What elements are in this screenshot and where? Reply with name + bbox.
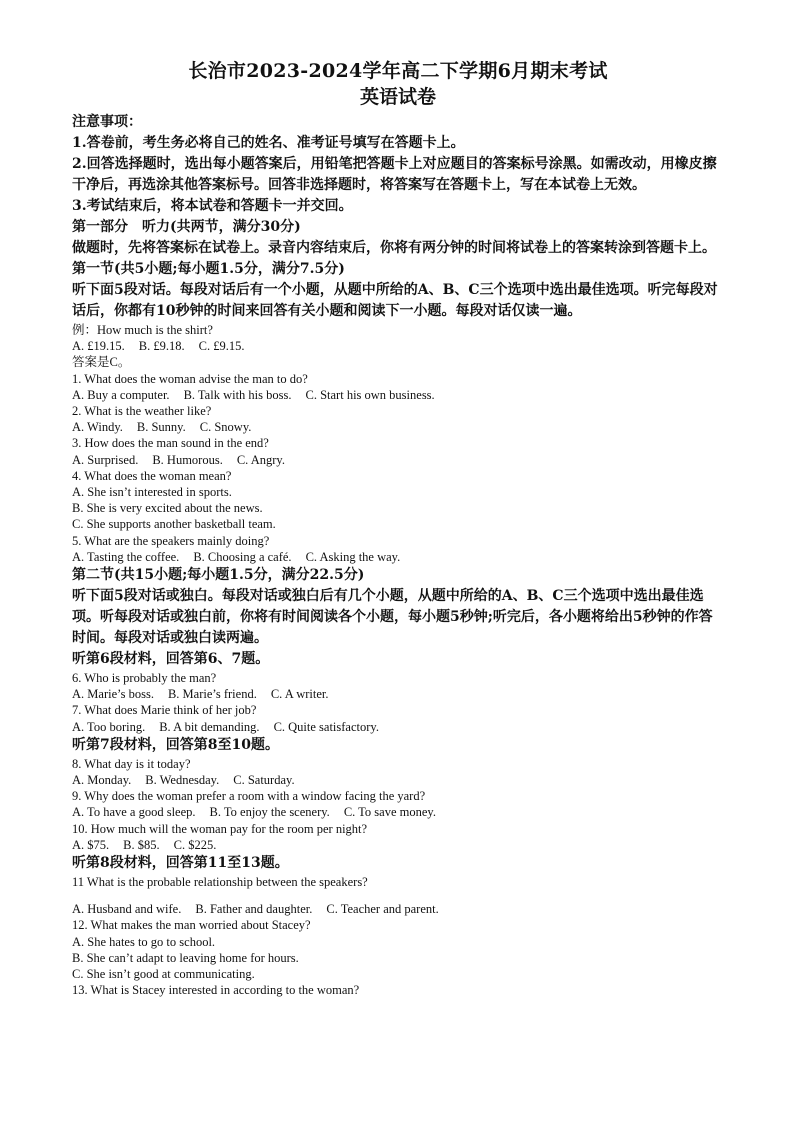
question: 3. How does the man sound in the end? xyxy=(72,436,269,451)
option: C. She isn’t good at communicating. xyxy=(72,967,255,982)
option: C. Snowy. xyxy=(199,420,252,435)
option: B. A bit demanding. xyxy=(159,719,260,734)
section1-instructions: 听下面5段对话。每段对话后有一个小题，从题中所给的A、B、C三个选项中选出最佳选项。听完每段对话后，你都有10秒钟的时间来回答有关小题和阅读下一小题。每段对话仅读一遍。 xyxy=(72,282,718,319)
question-options xyxy=(72,804,724,820)
option: A. Surprised. xyxy=(72,452,139,467)
exam-page xyxy=(72,58,724,999)
page-title: 长治市2023-2024学年高二下学期6月期末考试 xyxy=(188,60,608,82)
option: B. Talk with his boss. xyxy=(183,387,292,402)
option: B. Marie’s friend. xyxy=(167,687,257,702)
option: C. Angry. xyxy=(236,452,285,467)
option: A. Too boring. xyxy=(72,719,146,734)
question: 5. What are the speakers mainly doing? xyxy=(72,533,270,548)
option: B. Sunny. xyxy=(136,420,186,435)
group-heading: 听第6段材料，回答第6、7题。 xyxy=(72,651,270,668)
question: 13. What is Stacey interested in according to the woman? xyxy=(72,983,360,998)
question: 12. What makes the man worried about Stacey? xyxy=(72,918,311,933)
option: A. She hates to go to school. xyxy=(72,934,216,949)
question-options xyxy=(72,549,724,565)
question: 4. What does the woman mean? xyxy=(72,468,232,483)
option: C. She supports another basketball team. xyxy=(72,517,276,532)
option: A. She isn’t interested in sports. xyxy=(72,485,232,500)
question-options xyxy=(72,901,724,917)
question-options xyxy=(72,837,724,853)
option: A. Marie’s boss. xyxy=(72,687,154,702)
option: B. She is very excited about the news. xyxy=(72,501,263,516)
part1-heading: 第一部分 听力(共两节，满分30分) xyxy=(72,219,301,235)
option: B. £9.18. xyxy=(138,339,185,354)
option: A. $75. xyxy=(72,837,110,852)
question: 11 What is the probable relationship between the speakers? xyxy=(72,875,368,890)
question: 8. What day is it today? xyxy=(72,756,191,771)
notes-heading: 注意事项： xyxy=(72,114,142,130)
note-item: 2.回答选择题时，选出每小题答案后，用铅笔把答题卡上对应题目的答案标号涂黑。如需改动，用橡皮擦干净后，再选涂其他答案标号。回答非选择题时，将答案写在答题卡上，写在本试卷上无效。 xyxy=(72,156,717,193)
option: A. Tasting the coffee. xyxy=(72,549,180,564)
note-item: 3.考试结束后，将本试卷和答题卡一并交回。 xyxy=(72,198,353,214)
option: C. Asking the way. xyxy=(305,549,401,564)
section2-heading: 第二节(共15小题;每小题1.5分，满分22.5分) xyxy=(72,567,365,584)
option: A. Monday. xyxy=(72,773,132,788)
option: B. She can’t adapt to leaving home for hours. xyxy=(72,950,299,965)
option: B. Wednesday. xyxy=(145,773,220,788)
question-options xyxy=(72,387,724,403)
option: A. Windy. xyxy=(72,420,123,435)
example-options xyxy=(72,338,724,354)
section2-instructions: 听下面5段对话或独白。每段对话或独白后有几个小题，从题中所给的A、B、C三个选项中选出最佳选项。听每段对话或独白前，你将有时间阅读各个小题，每小题5秒钟;听完后，各小题将给出5秒钟的作答时间。每段对话或独白读两遍。 xyxy=(72,588,713,647)
note-item: 1.答卷前，考生务必将自己的姓名、准考证号填写在答题卡上。 xyxy=(72,135,465,151)
part1-intro: 做题时，先将答案标在试卷上。录音内容结束后，你将有两分钟的时间将试卷上的答案转涂到答题卡上。第一节(共5小题;每小题1.5分，满分7.5分) xyxy=(72,240,716,277)
option: A. Buy a computer. xyxy=(72,387,170,402)
question-options xyxy=(72,772,724,788)
option: B. $85. xyxy=(123,837,160,852)
question: 9. Why does the woman prefer a room with a window facing the yard? xyxy=(72,789,426,804)
option: C. Saturday. xyxy=(233,773,295,788)
question-options xyxy=(72,452,724,468)
question-options xyxy=(72,686,724,702)
question: 2. What is the weather like? xyxy=(72,404,212,419)
question-options xyxy=(72,719,724,735)
option: C. Teacher and parent. xyxy=(326,902,439,917)
option: C. $225. xyxy=(173,837,217,852)
group-heading: 听第8段材料，回答第11至13题。 xyxy=(72,855,289,872)
option: B. Humorous. xyxy=(152,452,223,467)
example-question: 例：How much is the shirt? xyxy=(72,323,213,337)
question: 1. What does the woman advise the man to do? xyxy=(72,371,308,386)
question-options xyxy=(72,419,724,435)
option: B. To enjoy the scenery. xyxy=(209,805,330,820)
question: 7. What does Marie think of her job? xyxy=(72,703,257,718)
example-answer: 答案是C。 xyxy=(72,355,131,370)
group-heading: 听第7段材料，回答第8至10题。 xyxy=(72,736,279,753)
page-subtitle: 英语试卷 xyxy=(359,86,436,108)
option: A. Husband and wife. xyxy=(72,902,182,917)
option: C. To save money. xyxy=(343,805,436,820)
question: 10. How much will the woman pay for the room per night? xyxy=(72,821,368,836)
option: C. A writer. xyxy=(270,687,329,702)
question: 6. Who is probably the man? xyxy=(72,671,217,686)
option: C. £9.15. xyxy=(198,339,245,354)
option: B. Father and daughter. xyxy=(195,902,313,917)
option: A. To have a good sleep. xyxy=(72,805,196,820)
option: B. Choosing a café. xyxy=(193,549,292,564)
option: A. £19.15. xyxy=(72,339,125,354)
option: C. Start his own business. xyxy=(305,387,435,402)
option: C. Quite satisfactory. xyxy=(273,719,379,734)
